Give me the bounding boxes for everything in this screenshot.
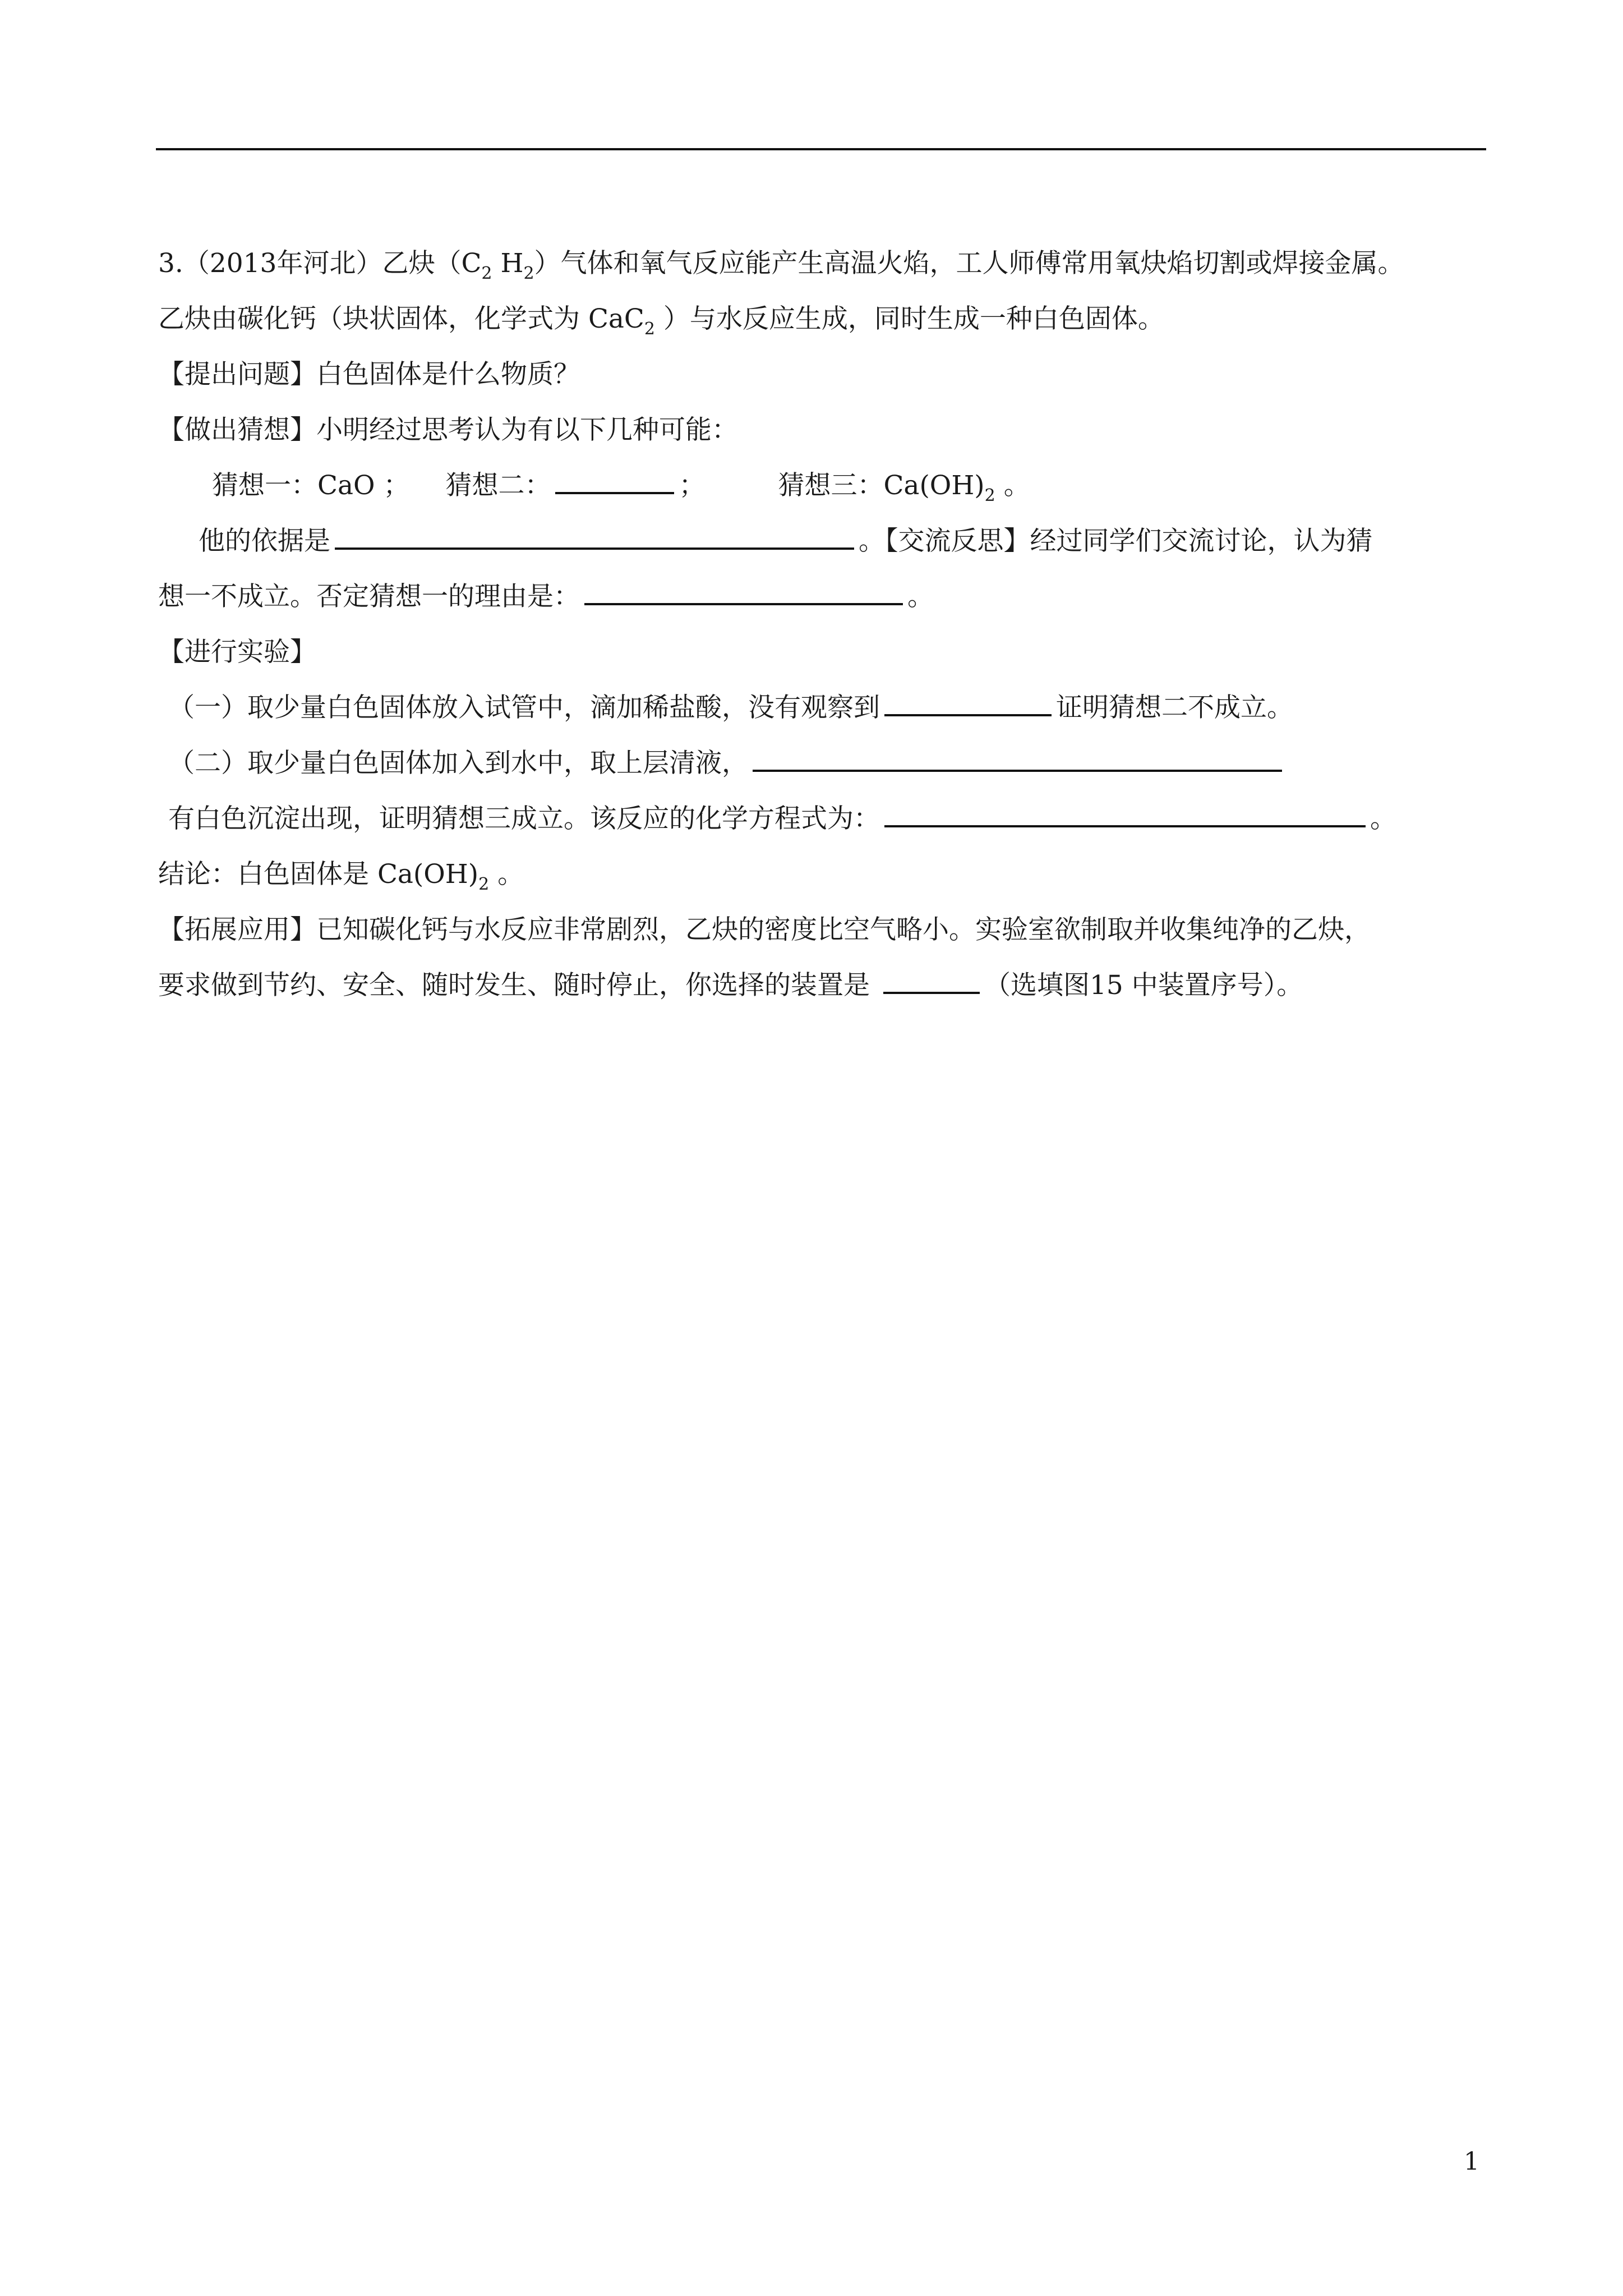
subscript: 2 [481,264,492,283]
text: 【进行实验】 [158,637,316,668]
header-rule [156,148,1486,150]
text: 【拓展应用】已知碳化钙与水反应非常剧烈，乙炔的密度比空气略小。实验室欲制取并收集纯净的乙炔， [158,914,1371,945]
equation-line [158,791,1493,846]
experiment-1-line [158,680,1493,735]
basis-blank[interactable] [335,523,854,550]
text: （二）取少量白色固体加入到水中，取上层清液， [168,748,748,779]
hypotheses-line [158,458,1493,513]
text: 3.（2013年河北）乙炔（C [158,248,482,279]
section-experiment [158,624,1493,680]
text: 【做出猜想】小明经过思考认为有以下几种可能： [158,415,738,445]
text: 结论：白色固体是 Ca(OH) [158,859,479,890]
text: 乙炔由碳化钙（块状固体，化学式为 CaC [158,303,644,334]
page-number: 1 [1464,2147,1479,2176]
reject-reason-line [158,569,1493,624]
text: 。 [995,470,1030,501]
text: ）气体和氧气反应能产生高温火焰，工人师傅常用氧炔焰切割或焊接金属。 [534,248,1404,279]
text: 。 [489,859,524,890]
text: 要求做到节约、安全、随时发生、随时停止，你选择的装置是 [158,970,870,1001]
basis-line [158,513,1493,569]
question-line-1 [158,236,1493,291]
experiment-2-line [158,735,1493,791]
section-raise-question [158,347,1493,402]
hypothesis-2-label: 猜想二： [445,470,551,501]
question-line-2 [158,291,1493,347]
hypothesis-1: 猜想一：CaO ； [212,470,410,501]
text: 想一不成立。否定猜想一的理由是： [158,581,580,612]
text: （一）取少量白色固体放入试管中，滴加稀盐酸，没有观察到 [168,692,880,723]
text: H [492,248,524,279]
text: ）与水反应生成，同时生成一种白色固体。 [654,303,1164,334]
equation-blank[interactable] [884,800,1366,827]
text: 。 [1370,803,1396,834]
text: 。 [907,581,934,612]
question-body [158,236,1493,1013]
text: 有白色沉淀出现，证明猜想三成立。该反应的化学方程式为： [168,803,880,834]
text: 【提出问题】白色固体是什么物质？ [158,359,580,390]
subscript: 2 [644,319,655,339]
text: 他的依据是 [199,526,330,556]
section-hypothesis [158,402,1493,458]
subscript: 2 [984,486,995,505]
text: 证明猜想二不成立。 [1056,692,1293,723]
extension-line-2 [158,958,1493,1013]
text: ； [679,470,706,501]
text: （选填图15 中装置序号）。 [984,970,1303,1001]
reject-reason-blank[interactable] [584,578,903,605]
observation-blank[interactable] [884,689,1052,716]
apparatus-blank[interactable] [883,967,980,994]
subscript: 2 [523,264,534,283]
subscript: 2 [478,875,490,894]
text: 。【交流反思】经过同学们交流讨论，认为猜 [859,526,1373,556]
experiment-2-blank[interactable] [753,745,1282,772]
hypothesis-2-blank[interactable] [555,467,674,494]
conclusion-line [158,846,1493,902]
extension-line-1 [158,902,1493,958]
hypothesis-3: 猜想三：Ca(OH) [778,470,985,501]
